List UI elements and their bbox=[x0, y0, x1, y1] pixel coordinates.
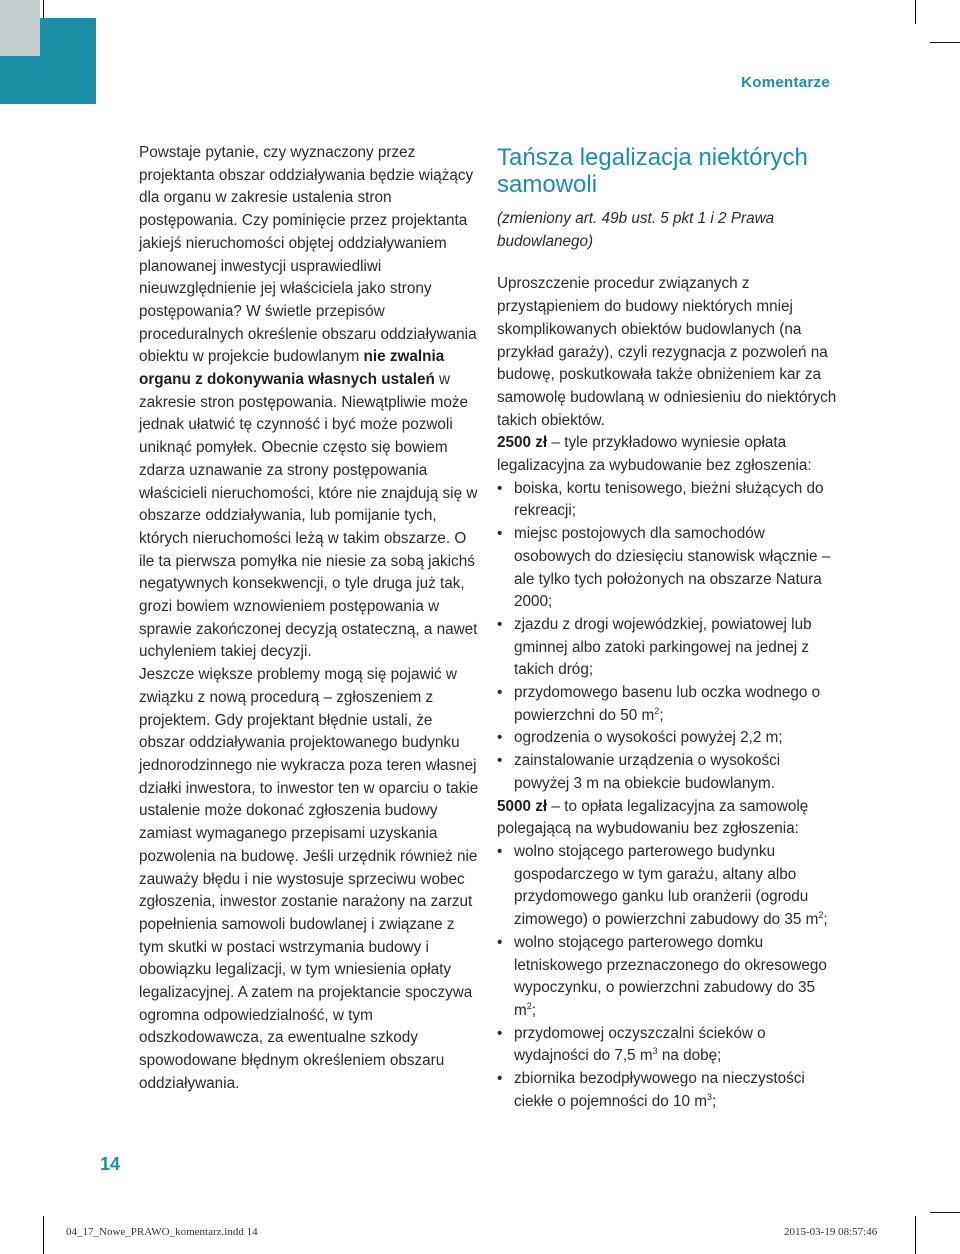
section-label: Komentarze bbox=[741, 74, 830, 91]
left-column bbox=[139, 142, 482, 1096]
emphasis-text: nie zwalnia organu z dokonywania własnych ustaleń bbox=[139, 348, 445, 389]
decorative-grey-block bbox=[0, 0, 40, 56]
fee-2500-paragraph bbox=[497, 432, 837, 477]
legal-reference-note: (zmieniony art. 49b ust. 5 pkt 1 i 2 Prawa budowlanego) bbox=[497, 210, 775, 250]
left-paragraph-2 bbox=[139, 664, 482, 1095]
list-item-text: ; bbox=[823, 911, 828, 929]
list-item-text: ogrodzenia o wysokości powyżej 2,2 m; bbox=[514, 729, 783, 747]
superscript: 3 bbox=[652, 1046, 658, 1057]
fee-5000-paragraph bbox=[497, 796, 837, 841]
list-item bbox=[497, 682, 837, 727]
list-item bbox=[497, 841, 837, 932]
body-text: w zakresie stron postępowania. Niewątpliwie może jednak ułatwić tę czynność i być może pozwoli uniknąć pomyłek. Obecnie często się bowiem zdarza uznawanie za strony postępowania właścicieli nieruchomości, które nie znajdują się w obszarze oddziaływania, lub pomijanie tych, których nieruchomości leżą w takim obszarze. O ile ta pierwsza pomyłka nie niesie za sobą jakichś negatywnych konsekwencji, o tyle druga już tak, grozi bowiem wznowieniem postępowania w sprawie zakończonej decyzją ostateczną, a nawet uchyleniem takiej decyzji. bbox=[139, 371, 478, 661]
fee-amount: 2500 zł bbox=[497, 434, 548, 452]
crop-mark-bottom-right bbox=[915, 1216, 916, 1254]
fee-2500-list bbox=[497, 478, 837, 796]
right-column bbox=[497, 142, 837, 1113]
list-item bbox=[497, 478, 837, 523]
list-item bbox=[497, 750, 837, 795]
list-item-text: zainstalowanie urządzenia o wysokości powyżej 3 m na obiekcie budowlanym. bbox=[514, 752, 781, 792]
body-text: Jeszcze większe problemy mogą się pojawić w związku z nową procedurą – zgłoszeniem z projektem. Gdy projektant błędnie ustali, że obszar oddziaływania projektowanego budynku jednorodzinnego nie wykracza poza teren własnej działki inwestora, to inwestor ten w oparciu o takie ustalenie może dokonać zgłoszenia budowy zamiast wymaganego przepisami uzyskania pozwolenia na budowę. Jeśli urzędnik również nie zauważy błędu i nie wystosuje sprzeciwu wobec zgłoszenia, inwestor zostanie narażony na zarzut popełnienia samowoli budowlanej i związane z tym skutki w postaci wstrzymania budowy i obowiązku legalizacji, w tym wniesienia opłaty legalizacyjnej. A zatem na projektancie spoczywa ogromna odpowiedzialność, w tym odszkodowawcza, za ewentualne szkody spowodowane błędnym określeniem obszaru oddziaływania. bbox=[139, 666, 479, 1092]
superscript: 3 bbox=[707, 1091, 713, 1102]
list-item bbox=[497, 932, 837, 1023]
list-item-text: na dobę; bbox=[657, 1047, 722, 1065]
crop-mark-right-top bbox=[930, 42, 960, 43]
list-item-text: boiska, kortu tenisowego, bieżni służących do rekreacji; bbox=[514, 479, 824, 520]
fee-description: – to opłata legalizacyjna za samowolę polegającą na wybudowaniu bez zgłoszenia: bbox=[497, 797, 809, 838]
list-item-text: miejsc postojowych dla samochodów osobowych do dziesięciu stanowisk włącznie – ale tylko tych położonych na obszarze Natura 2000; bbox=[514, 525, 831, 611]
list-item-text: wolno stojącego parterowego budynku gospodarczego w tym garażu, altany albo przydomowego ganku lub oranżerii (ogrodu zimowego) o powierzchni zabudowy do 35 m bbox=[514, 842, 819, 929]
crop-mark-top-right bbox=[915, 0, 916, 24]
list-item-text: zbiornika bezodpływowego na nieczystości ciekłe o pojemności do 10 m bbox=[514, 1070, 805, 1110]
list-item bbox=[497, 727, 837, 750]
body-text: Powstaje pytanie, czy wyznaczony przez projektanta obszar oddziaływania będzie wiążący dla organu w zakresie ustalenia stron postępowania. Czy pominięcie przez projektanta jakiejś nieruchomości objętej oddziaływaniem planowanej inwestycji usprawiedliwi nieuwzględnienie jej właściciela jako strony postępowania? W świetle przepisów proceduralnych określenie obszaru oddziaływania obiektu w projekcie budowlanym bbox=[139, 144, 477, 366]
fee-5000-list bbox=[497, 841, 837, 1113]
list-item bbox=[497, 614, 837, 682]
superscript: 2 bbox=[526, 1000, 532, 1011]
fee-description: – tyle przykładowo wyniesie opłata legalizacyjna za wybudowanie bez zgłoszenia: bbox=[497, 434, 812, 475]
list-item bbox=[497, 523, 837, 614]
crop-mark-bottom-left bbox=[43, 1216, 44, 1254]
fee-amount: 5000 zł bbox=[497, 797, 548, 815]
article-title: Tańsza legalizacja niektórych samowoli bbox=[497, 144, 808, 198]
list-item-text: ; bbox=[712, 1092, 717, 1110]
list-item-text: ; bbox=[531, 1001, 537, 1019]
slug-date: 2015-03-19 08:57:46 bbox=[784, 1226, 878, 1238]
list-item bbox=[497, 1023, 837, 1068]
list-item-text: wolno stojącego parterowego domku letniskowego przeznaczonego do okresowego wypoczynku, o powierzchni zabudowy do 35 m bbox=[514, 933, 827, 1019]
list-item-text: ; bbox=[659, 706, 664, 724]
superscript: 2 bbox=[818, 910, 824, 920]
crop-mark-right-bottom bbox=[930, 1212, 960, 1213]
superscript: 2 bbox=[654, 705, 660, 716]
list-item bbox=[497, 1068, 837, 1113]
slug-file: 04_17_Nowe_PRAWO_komentarz.indd 14 bbox=[66, 1226, 258, 1238]
page-number: 14 bbox=[100, 1154, 121, 1174]
list-item-text: przydomowego basenu lub oczka wodnego o powierzchni do 50 m bbox=[514, 684, 821, 724]
list-item-text: przydomowej oczyszczalni ścieków o wydajności do 7,5 m bbox=[514, 1024, 766, 1065]
intro-paragraph: Uproszczenie procedur związanych z przystąpieniem do budowy niektórych mniej skomplikowanych obiektów budowlanych (na przykład garaży), czyli rezygnacja z pozwoleń na budowę, poskutkowała także obniżeniem kar za samowolę budowlaną w odniesieniu do niektórych takich obiektów. bbox=[497, 275, 837, 429]
list-item-text: zjazdu z drogi wojewódzkiej, powiatowej lub gminnej albo zatoki parkingowej na jednej z takich dróg; bbox=[514, 615, 812, 679]
left-paragraph-1 bbox=[139, 142, 482, 664]
